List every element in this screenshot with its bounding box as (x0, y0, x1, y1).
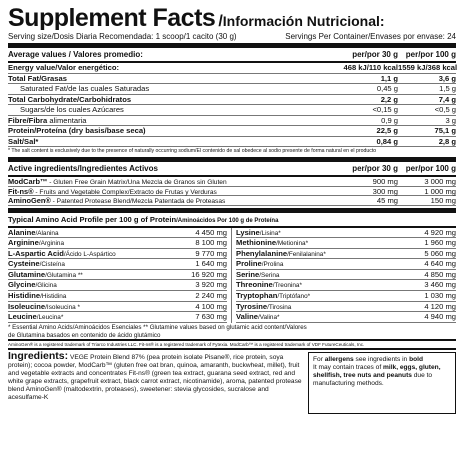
active-header-label: Active ingredients/Ingredientes Activos (8, 164, 158, 173)
active-value-30g: 900 mg (372, 177, 398, 186)
trademark-note: AminoGen® is a registered trademark of Triarco Industries LLC. Fit-ns® is a registered trademark of Fytexia. ModCarb™ is a registered trademark of VDF FutureCeuticals, Inc. (8, 341, 365, 347)
active-value-30g: 300 mg (372, 186, 398, 196)
nutrition-value-30g: 22,5 g (376, 126, 398, 135)
amino-acid-name (8, 228, 165, 237)
nutrition-row (8, 105, 456, 116)
title-row (8, 4, 456, 30)
amino-acid-name (236, 238, 394, 247)
amino-acid-value: 4 920 mg (424, 227, 456, 237)
amino-acid-name (8, 280, 165, 289)
amino-acid-row (236, 270, 456, 281)
nutrition-label-rest: alimentaria (47, 115, 87, 125)
nutrition-label: Salt/Sal* (8, 136, 39, 146)
bottom-section (8, 352, 456, 414)
nutrition-value-100g: 1559 kJ/368 kcal (398, 63, 458, 72)
amino-acid-name (236, 291, 394, 300)
amino-acid-name (8, 302, 165, 311)
values-header-col2: per/por 100 g (405, 50, 456, 59)
amino-acid-name-es: /Lisina* (259, 229, 281, 237)
amino-acid-name-es: /Prolina (261, 261, 284, 269)
amino-acid-row (8, 238, 227, 249)
amino-acid-name-es: /Valina* (257, 314, 280, 322)
active-ingredient-row (8, 177, 456, 187)
allergen-traces-prefix: It may contain traces of (313, 364, 383, 372)
amino-acid-name-en: Proline (236, 259, 262, 269)
amino-acid-name-en: Methionine (236, 238, 277, 248)
amino-acid-name-en: Alanine (8, 227, 36, 237)
nutrition-row (8, 116, 456, 127)
active-header-col2: per/por 100 g (405, 164, 456, 173)
amino-acid-value: 4 640 mg (424, 259, 456, 269)
amino-acid-name (236, 270, 394, 279)
nutrition-row (8, 84, 456, 95)
amino-acid-name-en: Valine (236, 312, 258, 322)
amino-acid-value: 4 450 mg (195, 227, 227, 237)
amino-acid-row (8, 280, 227, 291)
active-ingredient-row (8, 196, 456, 206)
divider (8, 157, 456, 162)
serving-size: Serving size/Dosis Diaria Recomendada: 1 scoop/1 cacito (30 g) (8, 32, 237, 41)
amino-acid-name (236, 280, 394, 289)
amino-acid-name-es: /Tirosina (267, 303, 292, 311)
amino-grid (8, 228, 456, 323)
amino-acid-row (8, 312, 227, 323)
amino-acid-value: 2 240 mg (195, 291, 227, 301)
amino-acid-value: 9 770 mg (195, 248, 227, 258)
nutrition-value-30g: 468 kJ/110 kcal (343, 63, 398, 72)
allergen-tail: due to manufacturing methods. (313, 372, 433, 388)
active-ingredient-desc: - Fruits and Vegetable Complex/Extracto de Frutas y Verduras (33, 188, 217, 196)
divider (8, 43, 456, 48)
allergen-mid: see ingredients in (353, 356, 410, 364)
nutrition-label: Saturated Fat/de las cuales Saturadas (20, 84, 150, 93)
nutrition-table (8, 63, 456, 147)
nutrition-label: Total Fat/Grasas (8, 73, 67, 83)
amino-acid-name-en: Tyrosine (236, 301, 268, 311)
amino-profile-title (8, 215, 456, 226)
nutrition-value-100g: 2,8 g (438, 136, 456, 146)
nutrition-value-100g: 75,1 g (434, 126, 456, 135)
amino-acid-row (8, 228, 227, 239)
amino-note-1: * Essential Amino Acids/Aminoácidos Esenciales ** Glutamine values based on glutamic acid content/Valores (8, 323, 307, 331)
amino-title-en: Typical Amino Acid Profile per 100 g of Protein (8, 214, 177, 224)
active-ingredient-name: Fit-ns® (8, 186, 34, 196)
nutrition-value-30g: 0,84 g (376, 136, 398, 146)
page-subtitle: Información Nutricional: (222, 13, 385, 29)
amino-acid-row (236, 228, 456, 239)
amino-acid-value: 8 100 mg (195, 238, 227, 248)
amino-acid-name (8, 259, 165, 268)
nutrition-value-30g: 0,45 g (376, 84, 398, 93)
nutrition-row (8, 74, 456, 85)
active-ingredient-desc: - Patented Protease Blend/Mezcla Patentada de Proteasas (50, 198, 226, 205)
nutrition-value-100g: 3,6 g (438, 73, 456, 83)
amino-acid-name-en: Arginine (8, 238, 39, 248)
amino-acid-name-es: /Histidina (40, 293, 67, 301)
amino-acid-value: 16 920 mg (191, 269, 227, 279)
nutrition-label: Sugars/de los cuales Azúcares (20, 105, 124, 114)
active-ingredient-label (8, 187, 342, 196)
amino-acid-name-en: Threonine (236, 280, 273, 290)
allergen-box (308, 352, 456, 414)
nutrition-label-bold: Fibre/Fibra (8, 115, 48, 125)
nutrition-row (8, 63, 456, 74)
amino-acid-name-en: Isoleucine (8, 301, 46, 311)
nutrition-row (8, 126, 456, 137)
amino-acid-name (236, 312, 394, 321)
active-ingredient-label (8, 177, 342, 186)
amino-acid-name (8, 238, 165, 247)
allergen-prefix: For (313, 356, 325, 364)
amino-acid-name-es: /Metionina* (276, 240, 309, 248)
servings-per-container: Servings Per Container/Envases por envase: 24 (285, 32, 456, 41)
amino-acid-name (8, 249, 165, 258)
amino-acid-row (8, 270, 227, 281)
amino-acid-value: 4 120 mg (424, 301, 456, 311)
nutrition-label: Energy value/Valor energético: (8, 63, 119, 72)
amino-acid-name-es: /Ácido L-Aspártico (63, 250, 116, 258)
active-ingredient-name: ModCarb™ (8, 177, 48, 186)
active-value-100g: 1 000 mg (424, 186, 456, 196)
amino-acid-value: 4 940 mg (424, 312, 456, 322)
amino-acid-row (236, 280, 456, 291)
amino-acid-name-en: Tryptophan (236, 291, 278, 301)
amino-acid-row (8, 249, 227, 260)
values-header (8, 50, 456, 61)
nutrition-value-30g: 2,2 g (380, 94, 398, 104)
amino-acid-name (8, 270, 165, 279)
nutrition-value-100g: 3 g (445, 115, 456, 125)
amino-acid-value: 4 850 mg (424, 269, 456, 279)
active-ingredients-header (8, 164, 456, 175)
amino-acid-name (236, 259, 394, 268)
amino-acid-name-es: /Arginina (38, 240, 65, 248)
amino-acid-row (236, 249, 456, 260)
active-ingredient-desc: - Gluten Free Grain Matrix/Una Mezcla de Granos sin Gluten (47, 179, 227, 186)
divider (8, 208, 456, 213)
title-slash: / (218, 13, 223, 30)
nutrition-row (8, 137, 456, 148)
amino-acid-row (236, 259, 456, 270)
amino-acid-name-en: Cysteine (8, 259, 40, 269)
divider (8, 348, 456, 350)
active-value-100g: 3 000 mg (424, 177, 456, 186)
amino-acid-row (8, 302, 227, 313)
nutrition-label: Protein/Proteína (dry basis/base seca) (8, 126, 146, 135)
amino-acid-name-en: Histidine (8, 291, 41, 301)
amino-acid-name-en: Phenylalanine (236, 248, 288, 258)
amino-acid-name-en: Serine (236, 269, 260, 279)
allergen-bold-word: bold (409, 356, 423, 364)
amino-acid-row (236, 238, 456, 249)
amino-acid-name-es: /Treonina* (272, 282, 302, 290)
ingredients-text: VEGE Protein Blend 87% (pea protein isolate Pisane®, rice protein, soya protein); cocoa powder, ModCarb™ (gluten free oat bran, quinoa, amaranth, buckwheat, millet), fruit and vegetable extracts and concentrates Fit-ns® (green tea extract, guarana seed extract, red and white grape extracts, grapefruit extract, black carrot extract, nicotinamide), aroma, patented protease blend AminoGen® (maltodextrin, proteases), sweetener: stevia glycosides, sucralose and acesulfame-K (8, 354, 302, 402)
ingredients-block (8, 352, 308, 414)
active-value-30g: 45 mg (376, 196, 398, 205)
amino-acid-value: 1 030 mg (424, 291, 456, 301)
active-value-100g: 150 mg (430, 196, 456, 205)
nutrition-value-100g: <0,5 g (434, 105, 456, 114)
allergen-traces: milk, eggs, gluten, shellfish, tree nuts and peanuts (313, 364, 441, 380)
amino-title-es: /Aminoácidos Por 100 g de Proteína (176, 217, 279, 224)
amino-acid-name (8, 312, 165, 321)
nutrition-label (8, 116, 342, 125)
amino-acid-name-es: /Cisteína (39, 261, 65, 269)
amino-acid-value: 3 460 mg (424, 280, 456, 290)
amino-acid-value: 5 060 mg (424, 248, 456, 258)
nutrition-value-30g: <0,15 g (372, 105, 398, 114)
values-header-col1: per/por 30 g (352, 50, 398, 59)
amino-acid-name-es: /Isoleucina * (45, 303, 80, 311)
serving-info (8, 32, 456, 41)
amino-acid-name-en: Glutamine (8, 269, 46, 279)
nutrition-row (8, 95, 456, 106)
nutrition-label: Total Carbohydrate/Carbohidratos (8, 94, 132, 104)
amino-acid-name-en: Lysine (236, 227, 260, 237)
nutrition-value-100g: 1,5 g (439, 84, 456, 93)
amino-acid-row (8, 291, 227, 302)
amino-column-left (8, 228, 232, 323)
page-title: Supplement Facts (8, 4, 216, 30)
amino-acid-name (236, 302, 394, 311)
values-header-label: Average values / Valores promedio: (8, 50, 143, 59)
amino-acid-name-en: Glycine (8, 280, 36, 290)
active-ingredient-name: AminoGen® (8, 196, 51, 205)
amino-acid-row (8, 259, 227, 270)
amino-acid-row (236, 302, 456, 313)
amino-acid-value: 7 630 mg (195, 312, 227, 322)
nutrition-value-30g: 0,9 g (381, 115, 398, 125)
amino-acid-name-es: /Triptófano* (277, 293, 311, 301)
amino-acid-name (8, 291, 165, 300)
allergen-word: allergens (324, 356, 354, 364)
amino-acid-value: 1 640 mg (195, 259, 227, 269)
salt-note: * The salt content is exclusively due to the presence of naturally occurring sodium/El contenido de sal obedece al sodio presente de forma natural en el producto (8, 148, 377, 154)
active-ingredient-row (8, 187, 456, 197)
amino-column-right (232, 228, 456, 323)
amino-acid-name-en: Leucine (8, 312, 37, 322)
amino-acid-name-es: /Alanina (35, 229, 59, 237)
active-ingredients-table (8, 177, 456, 206)
amino-acid-row (236, 291, 456, 302)
active-header-col1: per/por 30 g (352, 164, 398, 173)
amino-acid-row (236, 312, 456, 323)
nutrition-value-30g: 1,1 g (380, 73, 398, 83)
amino-acid-name-en: L-Aspartic Acid (8, 248, 64, 258)
amino-acid-name-es: /Glutamina ** (45, 271, 83, 279)
active-ingredient-label (8, 196, 342, 205)
amino-acid-name (236, 249, 394, 258)
amino-acid-name (236, 228, 394, 237)
amino-acid-value: 4 100 mg (195, 301, 227, 311)
amino-note-2: de Glutamina basados en contenido de ácido glutámico (8, 331, 161, 339)
amino-acid-name-es: /Serina (259, 271, 280, 279)
amino-acid-value: 1 960 mg (424, 238, 456, 248)
amino-acid-value: 3 920 mg (195, 280, 227, 290)
amino-acid-name-es: /Leucina* (36, 314, 64, 322)
amino-acid-name-es: /Glicina (35, 282, 57, 290)
ingredients-heading: Ingredients: (8, 350, 69, 363)
nutrition-value-100g: 7,4 g (438, 94, 456, 104)
amino-acid-name-es: /Fenilalanina* (287, 250, 326, 258)
